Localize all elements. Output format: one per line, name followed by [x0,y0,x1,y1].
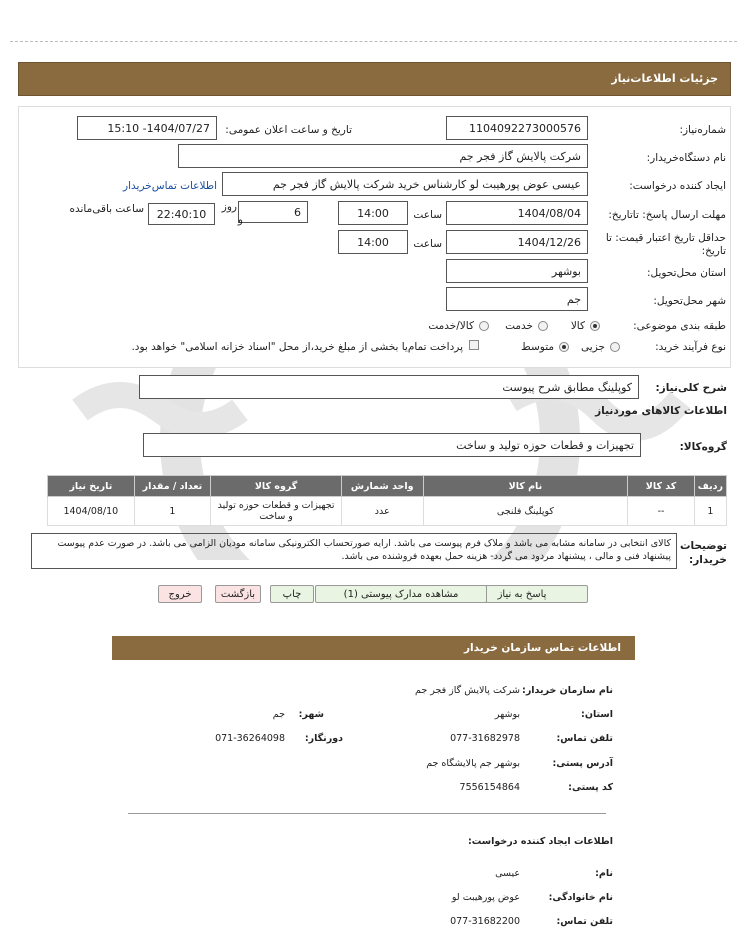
creator-family: عوض پورهیبت لو [451,892,520,903]
deadline-date-field: 1404/08/04 [446,201,588,225]
need-number-label: شماره‌نیاز: [679,124,726,136]
process-partial-label: جزیی [581,341,605,353]
city-label: شهر محل‌تحویل: [653,295,726,307]
buyer-org-label: نام دستگاه‌خریدار: [646,152,726,164]
section-title: جزئیات اطلاعات‌نیاز [611,72,718,85]
print-button[interactable]: چاپ [270,585,314,603]
buyer-org-field: شرکت پالایش گاز فجر جم [178,144,588,168]
province-field: بوشهر [446,259,588,283]
remaining-time-field: 22:40:10 [148,203,215,225]
group-field: تجهیزات و قطعات حوزه تولید و ساخت [143,433,641,457]
creator-label: ایجاد کننده درخواست: [629,180,726,192]
notes-label: توضیحات خریدار: [679,540,727,566]
contact-fax: 071-36264098 [215,733,285,744]
category-service-label: خدمت [505,320,533,332]
process-partial-radio[interactable] [610,342,620,352]
cell-group: تجهیزات و قطعات حوزه تولید و ساخت [211,497,342,526]
validity-date-field: 1404/12/26 [446,230,588,254]
process-medium-label: متوسط [521,341,554,353]
group-label: گروه‌کالا: [679,441,727,453]
contact-fax-label: دورنگار: [304,733,343,744]
payment-note: پرداخت تمام‌یا بخشی از مبلغ خرید،از محل "اسناد خزانه اسلامی" خواهد بود. [131,341,463,353]
deadline-time-label: ساعت [413,209,442,221]
days-field: 6 [238,201,308,223]
creator-phone-label: تلفن تماس: [556,916,613,927]
announce-label: تاریخ و ساعت اعلان عمومی: [225,124,352,136]
cell-unit: عدد [341,497,423,526]
cell-code: -- [628,497,694,526]
validity-time-label: ساعت [413,238,442,250]
province-label: استان محل‌تحویل: [646,267,726,279]
contact-province-label: استان: [581,709,613,720]
col-unit: واحد شمارش [341,476,423,497]
col-name: نام کالا [423,476,628,497]
contact-postal: 7556154864 [459,782,520,793]
category-service-radio[interactable] [538,321,548,331]
validity-time-field: 14:00 [338,230,408,254]
section-header [18,62,731,96]
validity-label: حداقل تاریخ اعتبار قیمت: تا تاریخ: [605,232,726,257]
category-goods-label: کالا [570,320,585,332]
contact-address: بوشهر جم پالایشگاه جم [426,758,520,769]
table-row [48,497,727,526]
creator-family-label: نام خانوادگی: [548,892,613,903]
contact-city: جم [272,709,285,720]
treasury-checkbox[interactable] [469,340,479,350]
contact-address-label: آدرس پستی: [552,758,613,769]
category-label: طبقه بندی موضوعی: [633,320,726,332]
cell-row: 1 [694,497,726,526]
contact-header [112,636,635,660]
col-group: گروه کالا [211,476,342,497]
view-attachments-button[interactable]: مشاهده مدارک پیوستی (1) [315,585,487,603]
exit-button[interactable]: خروج [158,585,202,603]
deadline-label: مهلت ارسال پاسخ: تاتاریخ: [608,209,726,221]
col-qty: تعداد / مقدار [134,476,210,497]
creator-info-title: اطلاعات ایجاد کننده درخواست: [467,836,613,847]
contact-title: اطلاعات تماس سازمان خریدار [464,642,621,654]
process-label: نوع فرآیند خرید: [655,341,726,353]
and-label: و [237,214,243,226]
deadline-time-field: 14:00 [338,201,408,225]
creator-name-label: نام: [595,868,613,879]
creator-phone: 077-31682200 [450,916,520,927]
category-both-radio[interactable] [479,321,489,331]
items-table [47,475,727,526]
contact-phone: 077-31682978 [450,733,520,744]
top-divider [10,41,737,42]
announce-field: 1404/07/27- 15:10 [77,116,217,140]
table-header-row [48,476,727,497]
contact-divider [128,813,606,814]
contact-phone-label: تلفن تماس: [556,733,613,744]
col-date: تاریخ نیاز [48,476,135,497]
days-label: روز [221,201,237,213]
category-goods-radio[interactable] [590,321,600,331]
remaining-label: ساعت باقی‌مانده [69,203,144,215]
notes-field: کالای انتخابی در سامانه مشابه می باشد و ملاک فرم پیوست می باشد. ارایه صورتحساب الکترونیکی سامانه مودیان الزامی می باشد. در صورت عدم پیوست پیشنهاد فنی و مالی ، پیشنهاد مردود می گردد- هزینه حمل بعهده فروشنده می باشد. [31,533,677,569]
contact-postal-label: کد پستی: [568,782,613,793]
contact-org: شرکت پالایش گاز فجر جم [415,685,520,696]
col-row: ردیف [694,476,726,497]
need-number-field: 1104092273000576 [446,116,588,140]
summary-field: کوپلینگ مطابق شرح پیوست [139,375,639,399]
creator-name: عیسی [495,868,520,879]
creator-field: عیسی عوض پورهیبت لو کارشناس خرید شرکت پالایش گاز فجر جم [222,172,588,196]
summary-label: شرح کلی‌نیاز: [655,382,727,394]
col-code: کد کالا [628,476,694,497]
contact-org-label: نام سازمان خریدار: [522,685,613,696]
back-button[interactable]: بازگشت [215,585,261,603]
cell-name: کوپلینگ فلنجی [423,497,628,526]
goods-info-label: اطلاعات کالاهای موردنیاز [595,405,727,417]
city-field: جم [446,287,588,311]
cell-date: 1404/08/10 [48,497,135,526]
category-both-label: کالا/خدمت [428,320,474,332]
reply-button[interactable]: پاسخ به نیاز [456,585,588,603]
cell-qty: 1 [134,497,210,526]
contact-province: بوشهر [494,709,520,720]
contact-city-label: شهر: [298,709,324,720]
buyer-contact-link[interactable]: اطلاعات تماس‌خریدار [123,180,217,192]
process-medium-radio[interactable] [559,342,569,352]
